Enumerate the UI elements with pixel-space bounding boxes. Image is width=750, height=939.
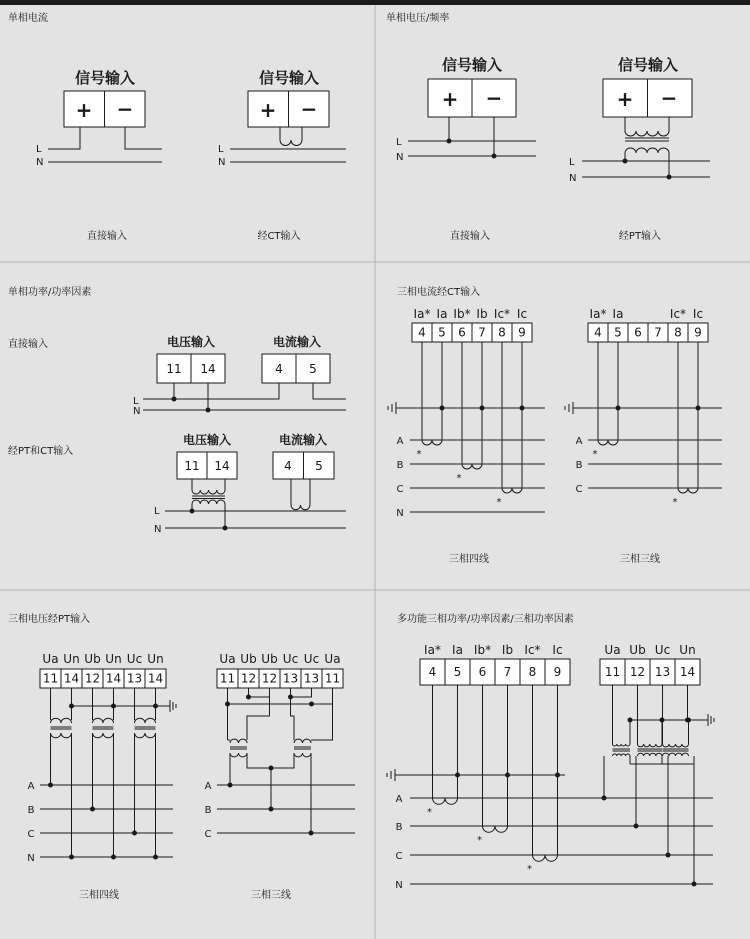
line-C-label: C	[395, 851, 403, 862]
terminal-number: 12	[84, 671, 101, 686]
pt-transformer-icon	[625, 117, 669, 177]
panel-multifunction-three-phase	[387, 612, 714, 891]
polarity-star: *	[496, 497, 502, 508]
wire	[135, 718, 156, 723]
panel-single-phase-voltage	[386, 11, 710, 242]
pt-transformer-icon	[663, 744, 689, 756]
terminal-number: 4	[594, 325, 602, 340]
pt-transformer-icon	[93, 718, 114, 737]
caption-ct: 经CT输入	[257, 231, 301, 242]
pt-transformer-icon	[294, 739, 311, 757]
wire	[51, 718, 72, 723]
line-A-label: A	[204, 781, 212, 792]
terminal-label: Ua	[604, 643, 621, 657]
caption-direct: 直接输入	[450, 231, 490, 242]
line-N-label: N	[36, 157, 44, 168]
line-B-label: B	[395, 822, 403, 833]
polarity-star: *	[427, 807, 432, 818]
junction-dot	[440, 406, 445, 411]
ct-coil-icon	[502, 488, 522, 493]
diagram-3wire	[565, 307, 722, 508]
p6-diagrams	[387, 643, 714, 891]
minus-terminal: −	[300, 97, 318, 121]
diagram-4wire	[388, 307, 545, 519]
terminal-label: Ua	[219, 652, 236, 666]
terminal-number: 5	[438, 325, 446, 340]
line-N-label: N	[569, 173, 577, 184]
line-B-label: B	[204, 805, 212, 816]
pt-transformer-icon	[638, 744, 663, 756]
terminal-11: 11	[166, 362, 182, 376]
current-input-header: 电流输入	[272, 335, 322, 349]
caption-4wire: 三相四线	[79, 890, 119, 901]
junction-dot	[520, 406, 525, 411]
current-terminal-block	[420, 659, 570, 685]
line-B-label: B	[575, 460, 583, 471]
junction-dot	[616, 406, 621, 411]
wire	[93, 733, 114, 738]
terminal-4: 4	[284, 459, 292, 473]
diagram-direct	[396, 56, 536, 242]
terminal-number: 4	[428, 665, 437, 679]
terminal-14: 14	[200, 362, 216, 376]
terminal-number: 5	[614, 325, 622, 340]
ct-coil-icon	[422, 440, 442, 445]
wire	[249, 688, 270, 697]
terminal-4: 4	[275, 362, 283, 376]
terminal-number: 8	[498, 325, 506, 340]
junction-dot	[69, 855, 74, 860]
panel-title: 三相电压经PT输入	[8, 614, 91, 625]
ct-coil-icon	[280, 140, 302, 146]
junction-dot	[692, 882, 697, 887]
ct-coil-icon	[598, 440, 618, 445]
terminal-number: 6	[634, 325, 642, 340]
diagram-direct	[36, 69, 162, 242]
terminal-number: 13	[654, 665, 671, 679]
junction-dot	[696, 406, 701, 411]
junction-dot	[48, 783, 53, 788]
line-B-label: B	[27, 805, 35, 816]
diagram-via-ct	[218, 69, 346, 242]
junction-dot	[246, 695, 251, 700]
line-A-label: A	[396, 436, 404, 447]
terminal-number: 12	[240, 671, 257, 686]
terminal-14: 14	[214, 459, 230, 473]
terminal-number: 13	[303, 671, 320, 686]
plus-terminal: +	[616, 87, 634, 111]
junction-dot	[111, 855, 116, 860]
polarity-star: *	[672, 497, 678, 508]
terminal-label: Ic*	[669, 307, 687, 321]
terminal-block	[588, 323, 708, 342]
polarity-star: *	[592, 449, 598, 460]
junction-dot	[686, 718, 691, 723]
ct-coil-icon	[533, 855, 558, 861]
terminal-number: 13	[126, 671, 143, 686]
terminal-number: 6	[458, 325, 466, 340]
line-C-label: C	[204, 829, 212, 840]
line-N-label: N	[154, 524, 162, 535]
terminal-label: Ia*	[424, 643, 441, 657]
terminal-number: 7	[654, 325, 662, 340]
plus-terminal: +	[259, 98, 277, 122]
terminal-label: Ib	[476, 307, 488, 321]
terminal-label: Un	[147, 652, 164, 666]
panel-title: 单相电压/频率	[386, 13, 450, 24]
voltage-input-header: 电压输入	[166, 335, 216, 349]
minus-terminal: −	[485, 86, 503, 110]
junction-dot	[628, 718, 633, 723]
signal-input-header: 信号输入	[258, 69, 320, 87]
terminal-number: 7	[503, 665, 512, 679]
wire	[613, 744, 631, 746]
minus-terminal: −	[116, 97, 134, 121]
terminal-number: 11	[219, 671, 236, 686]
terminal-label: Ib	[501, 643, 514, 657]
terminal-label: Un	[63, 652, 80, 666]
line-L-label: L	[218, 144, 224, 155]
terminal-number: 9	[518, 325, 526, 340]
diagram-via-pt	[569, 56, 710, 242]
line-L-label: L	[154, 506, 160, 517]
wire	[93, 718, 114, 723]
pt-transformer-icon	[230, 739, 247, 757]
voltage-input-header: 电压输入	[182, 433, 232, 447]
panel-three-phase-current-ct	[388, 285, 722, 565]
terminal-label: Ub	[240, 652, 257, 666]
terminal-label: Ia*	[413, 307, 431, 321]
terminal-number: 5	[453, 665, 462, 679]
terminal-number: 4	[418, 325, 426, 340]
line-B-label: B	[396, 460, 404, 471]
terminal-label: Ic	[692, 307, 704, 321]
wire	[291, 697, 295, 740]
junction-dot	[602, 796, 607, 801]
caption-direct: 直接输入	[87, 231, 127, 242]
line-A-label: A	[395, 794, 403, 805]
terminal-label: Ub	[629, 643, 646, 657]
wire	[294, 739, 311, 743]
neutral-return-wire	[630, 764, 694, 884]
junction-dot	[309, 831, 314, 836]
terminal-label: Ib*	[453, 307, 471, 321]
terminal-number: 12	[629, 665, 646, 679]
wire	[230, 739, 247, 743]
ct-coil-icon	[433, 798, 458, 804]
row-direct-label: 直接输入	[8, 339, 48, 350]
terminal-label: Ub	[84, 652, 101, 666]
caption-3wire: 三相三线	[251, 890, 291, 901]
wire	[228, 688, 333, 704]
plus-terminal: +	[75, 98, 93, 122]
terminal-label: Ia	[436, 307, 448, 321]
terminal-number: 7	[478, 325, 486, 340]
terminal-label: Ua	[42, 652, 59, 666]
panel-title: 单相电流	[8, 13, 48, 24]
polarity-star: *	[477, 835, 482, 846]
terminal-label: Uc	[282, 652, 299, 666]
terminal-number: 14	[105, 671, 122, 686]
diagram-direct	[133, 334, 346, 417]
polarity-star: *	[527, 864, 532, 875]
wire	[638, 744, 663, 747]
voltage-terminal-block	[600, 659, 700, 685]
ground-icon	[565, 402, 573, 414]
terminal-label: Ic*	[493, 307, 511, 321]
row-pt-ct-label: 经PT和CT输入	[8, 446, 74, 457]
terminal-11: 11	[184, 459, 200, 473]
pt-transformer-icon	[613, 744, 631, 756]
ground-icon	[388, 402, 396, 414]
signal-input-header: 信号输入	[617, 56, 679, 74]
ct-coil-icon	[462, 464, 482, 469]
terminal-label: Un	[105, 652, 122, 666]
terminal-block	[217, 669, 343, 688]
diagram-via-pt-ct	[154, 432, 346, 535]
junction-dot	[455, 773, 460, 778]
junction-dot	[69, 704, 74, 709]
wire	[638, 753, 663, 756]
line-L-label: L	[569, 157, 575, 168]
terminal-number: 11	[324, 671, 341, 686]
ct-coil-icon	[678, 488, 698, 493]
junction-dot	[132, 831, 137, 836]
caption-pt: 经PT输入	[618, 231, 662, 242]
ground-icon	[387, 769, 395, 781]
terminal-label: Ic	[552, 643, 563, 657]
p4-diagrams	[388, 307, 722, 519]
line-A-label: A	[27, 781, 35, 792]
line-N-label: N	[396, 508, 404, 519]
ct-coil-icon	[291, 479, 310, 510]
wire	[230, 753, 247, 757]
ground-icon	[708, 714, 714, 726]
line-L-label: L	[133, 396, 139, 407]
terminal-number: 14	[63, 671, 80, 686]
terminal-number: 9	[694, 325, 702, 340]
terminal-number: 6	[478, 665, 487, 679]
junction-dot	[90, 807, 95, 812]
line-C-label: C	[575, 484, 583, 495]
line-A-label: A	[575, 436, 583, 447]
diagram-4wire	[27, 652, 176, 864]
terminal-label: Ia	[452, 643, 463, 657]
terminal-number: 13	[282, 671, 299, 686]
terminal-label: Ic	[516, 307, 528, 321]
polarity-star: *	[456, 473, 462, 484]
pt-transformer-icon	[51, 718, 72, 737]
signal-input-header: 信号输入	[441, 56, 503, 74]
pt-transformer-icon	[135, 718, 156, 737]
junction-dot	[269, 807, 274, 812]
terminal-number: 8	[674, 325, 682, 340]
line-N-label: N	[395, 880, 403, 891]
signal-input-header: 信号输入	[74, 69, 136, 87]
panel-title: 多功能三相功率/功率因素/三相功率因素	[397, 614, 574, 625]
pt-transformer-icon	[192, 479, 225, 528]
terminal-label: Ic*	[524, 643, 541, 657]
line-L-label: L	[36, 144, 42, 155]
terminal-number: 12	[261, 671, 278, 686]
terminal-number: 11	[42, 671, 59, 686]
ct-coil-icon	[483, 826, 508, 832]
terminal-label: Uc	[126, 652, 143, 666]
line-N-label: N	[396, 152, 404, 163]
polarity-star: *	[416, 449, 422, 460]
terminal-number: 14	[679, 665, 696, 679]
diagram-3wire	[205, 652, 355, 840]
line-C-label: C	[27, 829, 35, 840]
terminal-label: Uc	[303, 652, 320, 666]
terminal-label: Ua	[324, 652, 341, 666]
ground-icon	[170, 700, 176, 712]
junction-dot	[153, 704, 158, 709]
junction-dot	[505, 773, 510, 778]
terminal-block	[40, 669, 166, 688]
line-C-label: C	[396, 484, 404, 495]
terminal-label: Ub	[261, 652, 278, 666]
junction-dot	[111, 704, 116, 709]
line-L-label: L	[396, 137, 402, 148]
line-N-label: N	[27, 853, 35, 864]
wire	[311, 704, 333, 740]
junction-dot	[555, 773, 560, 778]
panel-three-phase-voltage-pt	[8, 612, 355, 901]
caption-4wire: 三相四线	[449, 554, 489, 565]
line-N-label: N	[218, 157, 226, 168]
wire	[247, 697, 270, 740]
terminal-label: Ia*	[589, 307, 607, 321]
line-N-label: N	[133, 406, 141, 417]
junction-dot	[228, 783, 233, 788]
terminal-label: Un	[679, 643, 696, 657]
panel-title: 单相功率/功率因素	[8, 287, 92, 298]
top-border	[0, 0, 750, 5]
wire	[663, 744, 689, 747]
wire	[51, 733, 72, 738]
terminal-label: Uc	[654, 643, 671, 657]
terminal-block	[412, 323, 532, 342]
panel-single-phase-current	[8, 11, 346, 242]
current-input-header: 电流输入	[278, 433, 328, 447]
panel-title: 三相电流经CT输入	[397, 287, 481, 298]
p5-diagrams	[27, 652, 355, 864]
junction-dot	[666, 853, 671, 858]
terminal-number: 11	[604, 665, 621, 679]
minus-terminal: −	[660, 86, 678, 110]
junction-dot	[480, 406, 485, 411]
panel-single-phase-power	[8, 285, 346, 535]
wire	[291, 688, 312, 697]
wire	[294, 753, 311, 757]
junction-dot	[309, 702, 314, 707]
caption-3wire: 三相三线	[620, 554, 660, 565]
wire	[135, 733, 156, 738]
plus-terminal: +	[441, 87, 459, 111]
wire	[613, 754, 631, 756]
terminal-label: Ib*	[473, 643, 492, 657]
terminal-5: 5	[309, 362, 317, 376]
wire	[663, 753, 689, 756]
terminal-label: Ia	[612, 307, 624, 321]
terminal-5: 5	[315, 459, 323, 473]
junction-dot	[153, 855, 158, 860]
terminal-number: 8	[528, 665, 537, 679]
terminal-number: 9	[553, 665, 562, 679]
terminal-number: 14	[147, 671, 164, 686]
junction-dot	[634, 824, 639, 829]
